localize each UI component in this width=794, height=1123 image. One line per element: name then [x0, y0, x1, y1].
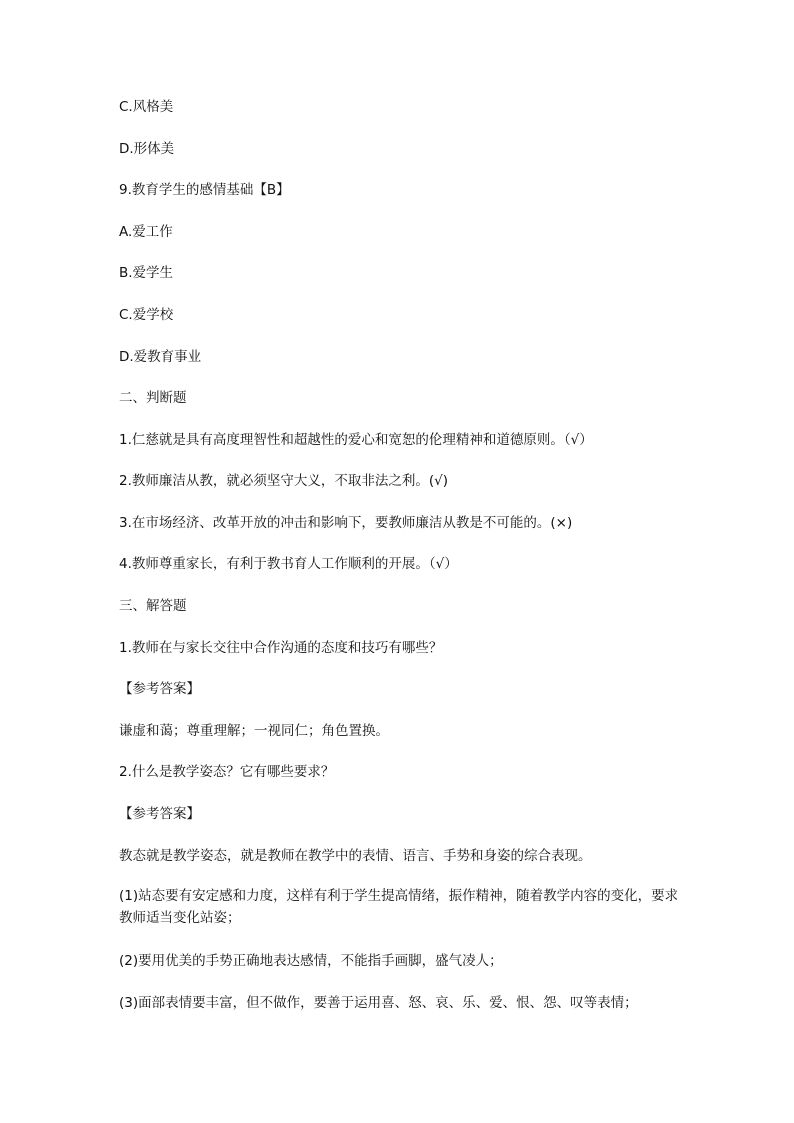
- judgment-item-3: 3.在市场经济、改革开放的冲击和影响下，要教师廉洁从教是不可能的。(×): [119, 515, 573, 531]
- option-b-love-students: B.爱学生: [119, 265, 174, 281]
- option-d-body-beauty: D.形体美: [119, 141, 175, 157]
- judgment-item-1: 1.仁慈就是具有高度理智性和超越性的爱心和宽恕的伦理精神和道德原则。（√）: [119, 432, 593, 448]
- answer-question-1: 1.教师在与家长交往中合作沟通的态度和技巧有哪些？: [119, 640, 443, 656]
- reference-answer-label-2: 【参考答案】: [119, 806, 200, 822]
- reference-answer-1: 谦虚和蔼；尊重理解；一视同仁；角色置换。: [119, 723, 389, 739]
- section-heading-judgment: 二、判断题: [119, 390, 187, 406]
- reference-answer-label-1: 【参考答案】: [119, 681, 200, 697]
- requirement-1-standing: (1)站态要有安定感和力度，这样有利于学生提高情绪，振作精神，随着教学内容的变化，要求教师适当变化站姿；: [119, 888, 679, 926]
- option-d-love-education: D.爱教育事业: [119, 349, 202, 365]
- reference-answer-2-intro: 教态就是教学姿态，就是教师在教学中的表情、语言、手势和身姿的综合表现。: [119, 848, 592, 864]
- judgment-item-4: 4.教师尊重家长，有利于教书育人工作顺利的开展。（√）: [119, 556, 458, 572]
- question-9: 9.教育学生的感情基础【B】: [119, 182, 290, 198]
- judgment-item-2: 2.教师廉洁从教，就必须坚守大义，不取非法之利。(√): [119, 473, 449, 489]
- option-c-love-school: C.爱学校: [119, 307, 174, 323]
- section-heading-answer: 三、解答题: [119, 598, 187, 614]
- requirement-2-gestures: (2)要用优美的手势正确地表达感情，不能指手画脚，盛气凌人；: [119, 953, 503, 969]
- option-a-love-work: A.爱工作: [119, 224, 173, 240]
- option-c-style-beauty: C.风格美: [119, 99, 174, 115]
- requirement-3-facial-expression: (3)面部表情要丰富，但不做作，要善于运用喜、怒、哀、乐、爱、恨、怨、叹等表情；: [119, 995, 638, 1011]
- answer-question-2: 2.什么是教学姿态？它有哪些要求？: [119, 764, 335, 780]
